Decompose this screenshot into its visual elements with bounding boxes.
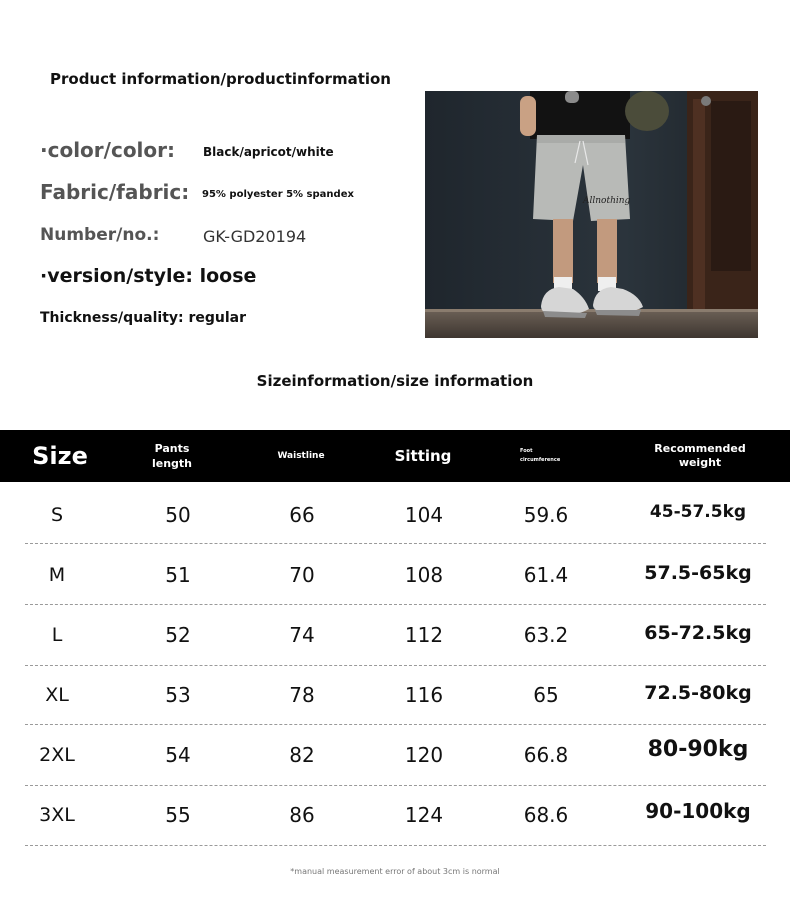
cell-weight: 72.5-80kg [644, 682, 752, 704]
header-weight-line2: weight [678, 456, 722, 469]
cell-sitting: 116 [404, 683, 444, 707]
cell-sitting: 108 [404, 563, 444, 587]
header-waistline [256, 430, 346, 482]
cell-weight: 65-72.5kg [644, 622, 752, 644]
header-weight-line1: Recommended [654, 442, 746, 455]
product-info-title: Product information/productinformation [50, 70, 391, 88]
cell-size: S [50, 504, 64, 526]
cell-weight: 45-57.5kg [649, 502, 747, 522]
header-sitting [378, 430, 468, 482]
header-size-label: Size [32, 442, 88, 470]
cell-weight: 90-100kg [645, 799, 751, 823]
measurement-footnote: *manual measurement error of about 3cm is normal [290, 867, 500, 876]
cell-size: L [51, 624, 63, 646]
fabric-value: 95% polyester 5% spandex [202, 189, 354, 200]
cell-pants-length: 53 [165, 683, 191, 707]
cell-foot: 59.6 [523, 503, 569, 527]
cell-weight: 80-90kg [647, 736, 749, 762]
cell-weight: 57.5-65kg [644, 562, 752, 584]
size-info-title: Sizeinformation/size information [256, 372, 534, 390]
cell-sitting: 104 [404, 503, 444, 527]
cell-foot: 68.6 [523, 803, 569, 827]
header-pants-length-line1: Pants [154, 442, 190, 455]
cell-size: XL [45, 684, 69, 706]
number-value: GK-GD20194 [203, 227, 307, 246]
product-photo-illustration [425, 91, 758, 338]
thickness-text: Thickness/quality: regular [40, 310, 247, 326]
cell-size: 2XL [39, 744, 75, 766]
cell-waistline: 78 [289, 683, 315, 707]
cell-pants-length: 50 [165, 503, 191, 527]
cell-pants-length: 54 [165, 743, 191, 767]
header-size [15, 430, 105, 482]
cell-pants-length: 51 [165, 563, 191, 587]
cell-sitting: 120 [404, 743, 444, 767]
header-pants-length [128, 430, 216, 482]
cell-foot: 65 [533, 683, 559, 707]
size-table-header [0, 430, 790, 482]
table-row [0, 665, 790, 725]
cell-sitting: 112 [404, 623, 444, 647]
cell-sitting: 124 [404, 803, 444, 827]
cell-foot: 63.2 [523, 623, 569, 647]
table-row [0, 485, 790, 545]
table-row [0, 545, 790, 605]
header-recommended-weight [640, 430, 760, 482]
cell-waistline: 74 [289, 623, 315, 647]
cell-foot: 61.4 [523, 563, 569, 587]
header-pants-length-line2: length [151, 457, 193, 470]
table-row [0, 785, 790, 845]
table-row [0, 605, 790, 665]
cell-size: M [48, 564, 66, 586]
cell-waistline: 82 [289, 743, 315, 767]
cell-waistline: 66 [289, 503, 315, 527]
cell-foot: 66.8 [523, 743, 569, 767]
color-value: Black/apricot/white [203, 145, 334, 159]
table-row [0, 725, 790, 785]
cell-waistline: 86 [289, 803, 315, 827]
header-foot-line1: Foot [520, 448, 533, 454]
shorts-text: Allnothing [583, 196, 631, 206]
fabric-label: Fabric/fabric: [40, 180, 190, 204]
product-photo [425, 91, 758, 338]
cell-size: 3XL [39, 804, 75, 826]
number-label: Number/no.: [40, 225, 160, 245]
color-label: ·color/color: [40, 138, 176, 162]
version-text: ·version/style: loose [40, 265, 257, 287]
cell-pants-length: 52 [165, 623, 191, 647]
cell-waistline: 70 [289, 563, 315, 587]
header-waistline-label: Waistline [277, 451, 325, 461]
cell-pants-length: 55 [165, 803, 191, 827]
header-sitting-label: Sitting [394, 447, 452, 465]
row-divider [25, 845, 766, 846]
header-foot-line2: circumference [520, 457, 561, 463]
header-foot-circumference [520, 430, 600, 482]
